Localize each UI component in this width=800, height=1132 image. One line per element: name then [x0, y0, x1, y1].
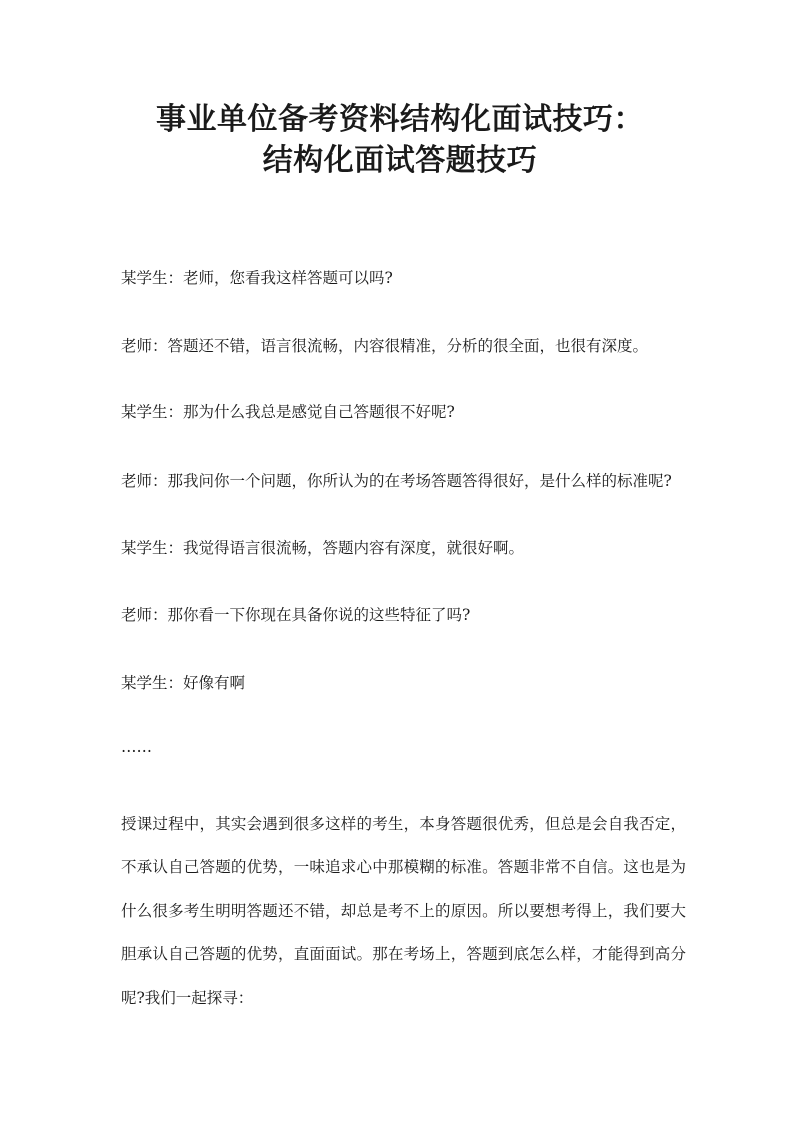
dialogue-line-student-1: 某学生：老师，您看我这样答题可以吗? — [121, 269, 393, 287]
dialogue-line-teacher-3: 老师：那你看一下你现在具备你说的这些特征了吗? — [121, 606, 471, 624]
dialogue-line-student-4: 某学生：好像有啊 — [121, 674, 246, 692]
body-paragraph: 授课过程中，其实会遇到很多这样的考生，本身答题很优秀，但总是会自我否定，不承认自己答题的优势，一味追求心中那模糊的标准。答题非常不自信。这也是为什么很多考生明明答题还不错，却总是考不上的原因。所以要想考得上，我们要大胆承认自己答题的优势，直面面试。那在考场上，答题到底怎么样，才能得到高分呢?我们一起探寻： — [121, 815, 686, 1007]
dialogue-line-student-2: 某学生：那为什么我总是感觉自己答题很不好呢? — [121, 403, 455, 421]
document-title-line-2: 结构化面试答题技巧 — [262, 143, 538, 178]
dialogue-line-teacher-2: 老师：那我问你一个问题，你所认为的在考场答题答得很好，是什么样的标准呢? — [121, 472, 672, 490]
document-title-line-1: 事业单位备考资料结构化面试技巧： — [156, 102, 644, 137]
ellipsis-line: …… — [121, 738, 152, 756]
dialogue-line-teacher-1: 老师：答题还不错，语言很流畅，内容很精准，分析的很全面，也很有深度。 — [121, 337, 649, 355]
dialogue-line-student-3: 某学生：我觉得语言很流畅，答题内容有深度，就很好啊。 — [121, 539, 525, 557]
